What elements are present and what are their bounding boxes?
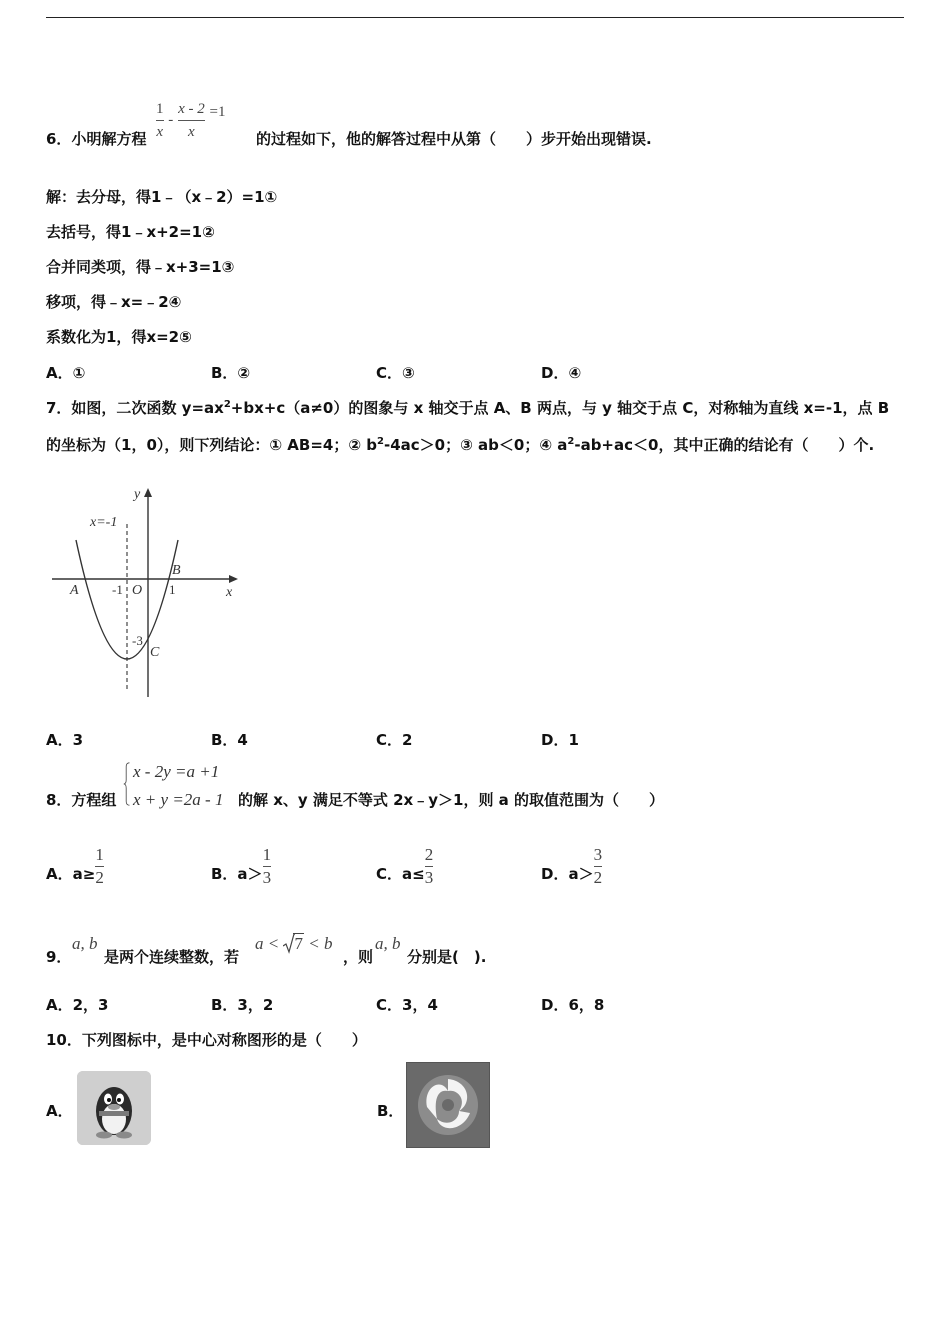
q10-option-a-label[interactable]: A． — [46, 1102, 73, 1120]
q6-line — [46, 128, 146, 149]
label-origin: O — [132, 583, 143, 598]
q6-step-3: 合并同类项，得﹣x+3=1③ — [46, 258, 235, 276]
q8-option-d[interactable]: D．a＞ $\frac{3}{2}$ — [541, 845, 603, 887]
penguin-icon[interactable] — [77, 1071, 151, 1145]
q9-ab-1: a, b — [72, 934, 98, 953]
q8-equation-system — [123, 762, 238, 816]
q7-option-a[interactable]: A．3 — [46, 731, 84, 749]
q6-suffix: 的过程如下，他的解答过程中从第（ ）步开始出现错误. — [256, 130, 652, 148]
q7-option-d[interactable]: D．1 — [541, 731, 579, 749]
q6-option-c[interactable]: C．③ — [376, 364, 415, 382]
q9-option-a[interactable]: A．2，3 — [46, 996, 109, 1014]
label-b: B — [172, 563, 181, 578]
q9-text-3: 分别是( ). — [407, 948, 487, 966]
q7-option-c[interactable]: C．2 — [376, 731, 413, 749]
system-brace — [123, 762, 131, 806]
label-x: x — [226, 585, 233, 600]
q6-options — [46, 362, 726, 384]
label-neg3: -3 — [132, 633, 143, 648]
q9-ab-2: a, b — [375, 934, 401, 953]
label-symmetry: x=-1 — [90, 515, 118, 530]
q9-number: 9． — [46, 948, 72, 966]
parabola-curve — [76, 540, 178, 659]
system-line-1: x - 2y =a +1 — [133, 762, 220, 781]
q9-text-2: ，则 — [343, 948, 374, 966]
q6-option-d[interactable]: D．④ — [541, 364, 582, 382]
sqrt-sign: 7 — [283, 934, 304, 954]
q6-step-4: 移项，得﹣x=﹣2④ — [46, 293, 182, 311]
swirl-icon[interactable] — [406, 1062, 490, 1148]
q9-option-c[interactable]: C．3，4 — [376, 996, 438, 1014]
label-c: C — [150, 645, 160, 660]
q6-prefix: 小明解方程 — [71, 130, 147, 148]
q6-option-a[interactable]: A．① — [46, 364, 86, 382]
label-y: y — [134, 487, 141, 502]
q8-number: 8．方程组 — [46, 791, 117, 809]
q6-number: 6． — [46, 130, 72, 148]
q6-step-2: 去括号，得1﹣x+2=1② — [46, 223, 215, 241]
q7-options — [46, 729, 726, 751]
q9-option-b[interactable]: B．3，2 — [211, 996, 274, 1014]
q10-text: 10．下列图标中，是中心对称图形的是（ ） — [46, 1031, 367, 1049]
q8-options — [46, 846, 726, 896]
q8-option-c[interactable]: C．a≤ $\frac{2}{3}$ — [376, 845, 434, 887]
header-rule — [46, 17, 904, 18]
label-a: A — [70, 583, 79, 598]
x-axis-arrow — [229, 575, 238, 583]
q8-option-b[interactable]: B．a＞ $\frac{1}{3}$ — [211, 845, 272, 887]
q9-options — [46, 994, 726, 1016]
label-1: 1 — [169, 582, 176, 597]
q6-frac1: $\frac{1}{x}$ — [156, 101, 164, 140]
q9-text-1: 是两个连续整数，若 — [104, 948, 240, 966]
q10-option-b-label[interactable]: B． — [377, 1102, 404, 1120]
system-line-2: x + y =2a - 1 — [133, 790, 224, 809]
q9-option-d[interactable]: D．6，8 — [541, 996, 605, 1014]
label-neg1: -1 — [112, 582, 123, 597]
q7-line-2: 的坐标为（1，0），则下列结论：① AB=4；② $b^2-4ac>0$；③ ab＜0；④ $a^2-ab+ac<0$，其中正确的结论有（ ）个. — [46, 436, 875, 454]
y-axis-arrow — [144, 488, 152, 497]
q7-option-b[interactable]: B．4 — [211, 731, 248, 749]
parabola-graph — [46, 482, 246, 704]
q6-equation: $\frac{1}{x}$ - $\frac{x - 2}{x}$ =1 — [156, 101, 226, 140]
q6-option-b[interactable]: B．② — [211, 364, 251, 382]
q6-step-5: 系数化为1，得x=2⑤ — [46, 328, 192, 346]
q6-frac2: $\frac{x - 2}{x}$ — [178, 101, 205, 140]
q6-step-1: 解：去分母，得1﹣（x﹣2）=1① — [46, 188, 278, 206]
q8-option-a[interactable]: A．a≥ $\frac{1}{2}$ — [46, 845, 104, 887]
q7-line-1: 7．如图，二次函数 $y=ax^2+bx+c(a\ne 0)$的图象与 x 轴交于点 A、B 两点，与 y 轴交于点 C，对称轴为直线 x=-1，点 B — [46, 399, 890, 417]
q9-inequality: a < 7 < b — [255, 934, 333, 953]
q8-suffix: 的解 x、y 满足不等式 2x﹣y＞1，则 a 的取值范围为（ ） — [238, 791, 665, 809]
